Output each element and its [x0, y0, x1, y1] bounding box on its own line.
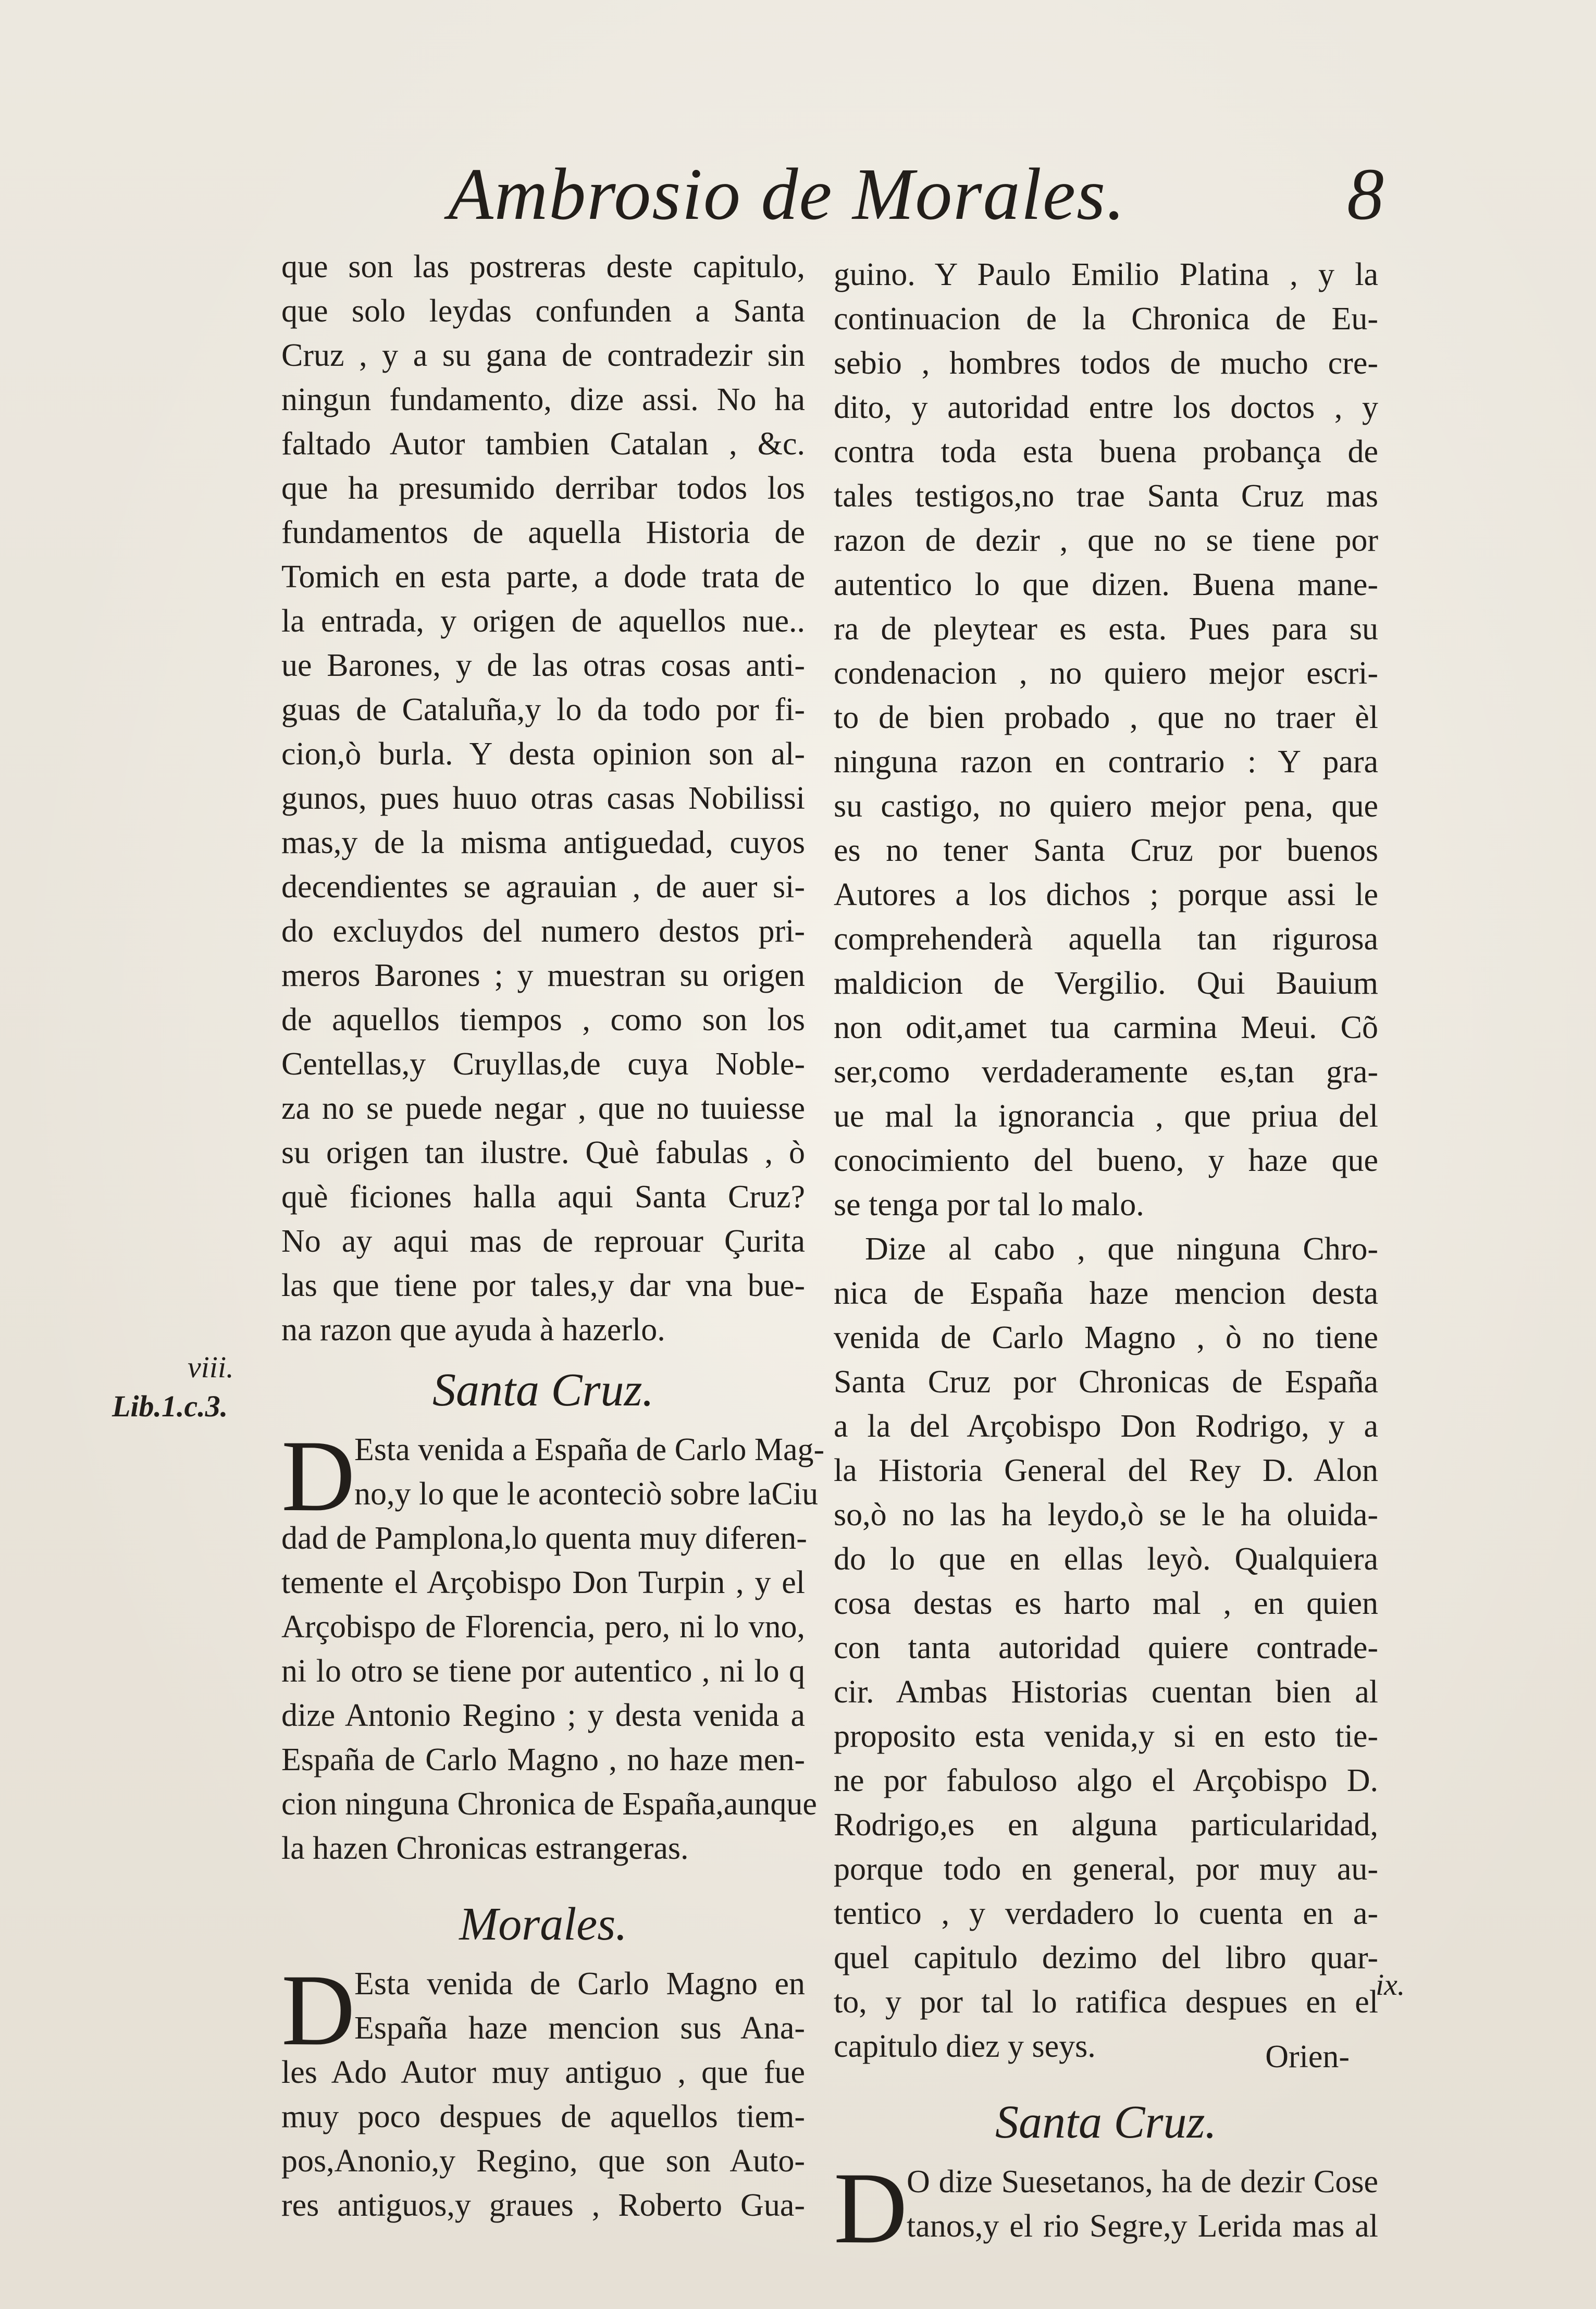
text-line: Cruz , y a su gana de contradezir sin [281, 338, 805, 373]
text-line: contra toda esta buena probança de [834, 434, 1378, 470]
text-line: do lo que en ellas leyò. Qualquiera [834, 1541, 1378, 1577]
drop-cap: D [281, 1954, 355, 2067]
section-heading: Morales. [459, 1898, 627, 1950]
text-line: to de bien probado , que no traer èl [834, 700, 1378, 735]
text-line: con tanta autoridad quiere contrade- [834, 1630, 1378, 1665]
text-line: España haze mencion sus Ana- [354, 2010, 805, 2046]
text-line: ue mal la ignorancia , que priua del [834, 1098, 1378, 1134]
drop-cap: D [834, 2152, 908, 2265]
text-line: porque todo en general, por muy au- [834, 1851, 1378, 1887]
text-line: Santa Cruz por Chronicas de España [834, 1364, 1378, 1400]
text-line: decendientes se agrauian , de auer si- [281, 869, 805, 905]
margin-note-ix: ix. [1376, 1968, 1405, 2002]
text-line: continuacion de la Chronica de Eu- [834, 301, 1378, 337]
text-line: tales testigos,no trae Santa Cruz mas [834, 478, 1378, 514]
text-line: faltado Autor tambien Catalan , &c. [281, 426, 805, 462]
text-line: sebio , hombres todos de mucho cre- [834, 345, 1378, 381]
drop-cap: D [281, 1419, 355, 1533]
text-line: condenacion , no quiero mejor escri- [834, 656, 1378, 691]
text-line: que ha presumido derribar todos los [281, 471, 805, 506]
text-line: què ficiones halla aqui Santa Cruz? [281, 1179, 805, 1215]
text-line: Esta venida de Carlo Magno en [354, 1966, 805, 2002]
text-line: les Ado Autor muy antiguo , que fue [281, 2055, 805, 2090]
text-line: ser,como verdaderamente es,tan gra- [834, 1054, 1378, 1090]
text-line: quel capitulo dezimo del libro quar- [834, 1940, 1378, 1975]
text-line: cion ninguna Chronica de España,aunque [281, 1786, 817, 1822]
text-line: venida de Carlo Magno , ò no tiene [834, 1320, 1378, 1355]
text-line: ra de pleytear es esta. Pues para su [834, 611, 1378, 647]
paragraph-with-drop-cap [834, 2152, 1378, 2265]
text-line: Dize al cabo , que ninguna Chro- [865, 1231, 1378, 1267]
catchword: Orien- [1265, 2039, 1350, 2075]
text-line: No ay aqui mas de reprouar Çurita [281, 1224, 805, 1259]
text-line: tentico , y verdadero lo cuenta en a- [834, 1896, 1378, 1931]
paragraph-with-drop-cap [281, 1954, 805, 2228]
text-line: dad de Pamplona,lo quenta muy diferen- [281, 1521, 807, 1556]
text-line: za no se puede negar , que no tuuiesse [281, 1091, 805, 1126]
text-line: meros Barones ; y muestran su origen [281, 958, 805, 993]
text-line: a la del Arçobispo Don Rodrigo, y a [834, 1409, 1378, 1444]
margin-note-viii: viii. [188, 1350, 234, 1384]
text-line: ninguna razon en contrario : Y para [834, 744, 1378, 780]
text-line: na razon que ayuda à hazerlo. [281, 1312, 665, 1348]
text-line: temente el Arçobispo Don Turpin , y el [281, 1565, 805, 1600]
text-line: muy poco despues de aquellos tiem- [281, 2099, 805, 2134]
text-line: Autores a los dichos ; porque assi le [834, 877, 1378, 912]
text-line: autentico lo que dizen. Buena mane- [834, 567, 1378, 602]
text-line: Centellas,y Cruyllas,de cuya Noble- [281, 1046, 805, 1082]
paragraph [281, 245, 805, 1352]
text-line: non odit,amet tua carmina Meui. Cõ [834, 1010, 1378, 1045]
text-line: tanos,y el rio Segre,y Lerida mas al [907, 2208, 1378, 2244]
paragraph-with-drop-cap [281, 1419, 825, 1871]
paragraph [834, 253, 1378, 1227]
page-title: Ambrosio de Morales. [448, 153, 1126, 235]
text-line: su origen tan ilustre. Què fabulas , ò [281, 1135, 805, 1170]
text-line: las que tiene por tales,y dar vna bue- [281, 1268, 805, 1303]
text-line: que son las postreras deste capitulo, [281, 249, 805, 285]
text-line: la Historia General del Rey D. Alon [834, 1453, 1378, 1488]
text-line: conocimiento del bueno, y haze que [834, 1143, 1378, 1178]
section-heading: Santa Cruz. [432, 1364, 654, 1416]
left-column [281, 245, 825, 2228]
text-line: Tomich en esta parte, a dode trata de [281, 559, 805, 595]
text-line: O dize Suesetanos, ha de dezir Cose [907, 2164, 1378, 2200]
text-line: su castigo, no quiero mejor pena, que [834, 788, 1378, 824]
text-line: no,y lo que le aconteciò sobre laCiu [354, 1476, 819, 1512]
text-line: ningun fundamento, dize assi. No ha [281, 382, 805, 417]
text-line: ue Barones, y de las otras cosas anti- [281, 648, 805, 683]
paragraph [834, 1227, 1378, 2069]
text-line: ni lo otro se tiene por autentico , ni lo q [281, 1653, 805, 1689]
text-line: mas,y de la misma antiguedad, cuyos [281, 825, 805, 860]
text-line: cion,ò burla. Y desta opinion son al- [281, 736, 805, 772]
page-number: 8 [1347, 153, 1384, 235]
text-line: España de Carlo Magno , no haze men- [281, 1742, 805, 1777]
text-line: fundamentos de aquella Historia de [281, 515, 805, 550]
text-line: maldicion de Vergilio. Qui Bauium [834, 966, 1378, 1001]
text-line: guas de Cataluña,y lo da todo por fi- [281, 692, 805, 727]
text-line: cir. Ambas Historias cuentan bien al [834, 1674, 1378, 1710]
text-line: dize Antonio Regino ; y desta venida a [281, 1698, 805, 1733]
section-heading: Santa Cruz. [995, 2096, 1217, 2148]
margin-note-reference: Lib.1.c.3. [112, 1389, 228, 1423]
text-line: gunos, pues huuo otras casas Nobilissi [281, 781, 805, 816]
text-line: so,ò no las ha leydo,ò se le ha oluida- [834, 1497, 1378, 1533]
text-line: que solo leydas confunden a Santa [281, 293, 805, 329]
text-line: se tenga por tal lo malo. [834, 1187, 1144, 1223]
text-line: Esta venida a España de Carlo Mag- [354, 1432, 825, 1467]
text-line: capitulo diez y seys. [834, 2029, 1096, 2064]
text-line: Arçobispo de Florencia, pero, ni lo vno, [281, 1609, 805, 1645]
text-line: proposito esta venida,y si en esto tie- [834, 1719, 1378, 1754]
text-line: de aquellos tiempos , como son los [281, 1002, 805, 1038]
text-line: ne por fabuloso algo el Arçobispo D. [834, 1763, 1378, 1798]
text-line: do excluydos del numero destos pri- [281, 913, 805, 949]
right-column [834, 253, 1378, 2265]
text-line: la entrada, y origen de aquellos nue.. [281, 603, 805, 639]
text-line: dito, y autoridad entre los doctos , y [834, 390, 1378, 425]
text-line: to, y por tal lo ratifica despues en el [834, 1984, 1378, 2020]
text-line: comprehenderà aquella tan rigurosa [834, 921, 1378, 957]
text-line: pos,Anonio,y Regino, que son Auto- [281, 2143, 805, 2179]
text-line: nica de España haze mencion desta [834, 1276, 1378, 1311]
text-line: res antiguos,y graues , Roberto Gua- [281, 2188, 805, 2223]
text-line: guino. Y Paulo Emilio Platina , y la [834, 257, 1378, 292]
text-line: Rodrigo,es en alguna particularidad, [834, 1807, 1378, 1843]
text-line: la hazen Chronicas estrangeras. [281, 1831, 689, 1866]
text-line: es no tener Santa Cruz por buenos [834, 833, 1378, 868]
text-line: cosa destas es harto mal , en quien [834, 1586, 1378, 1621]
text-line: razon de dezir , que no se tiene por [834, 523, 1378, 558]
